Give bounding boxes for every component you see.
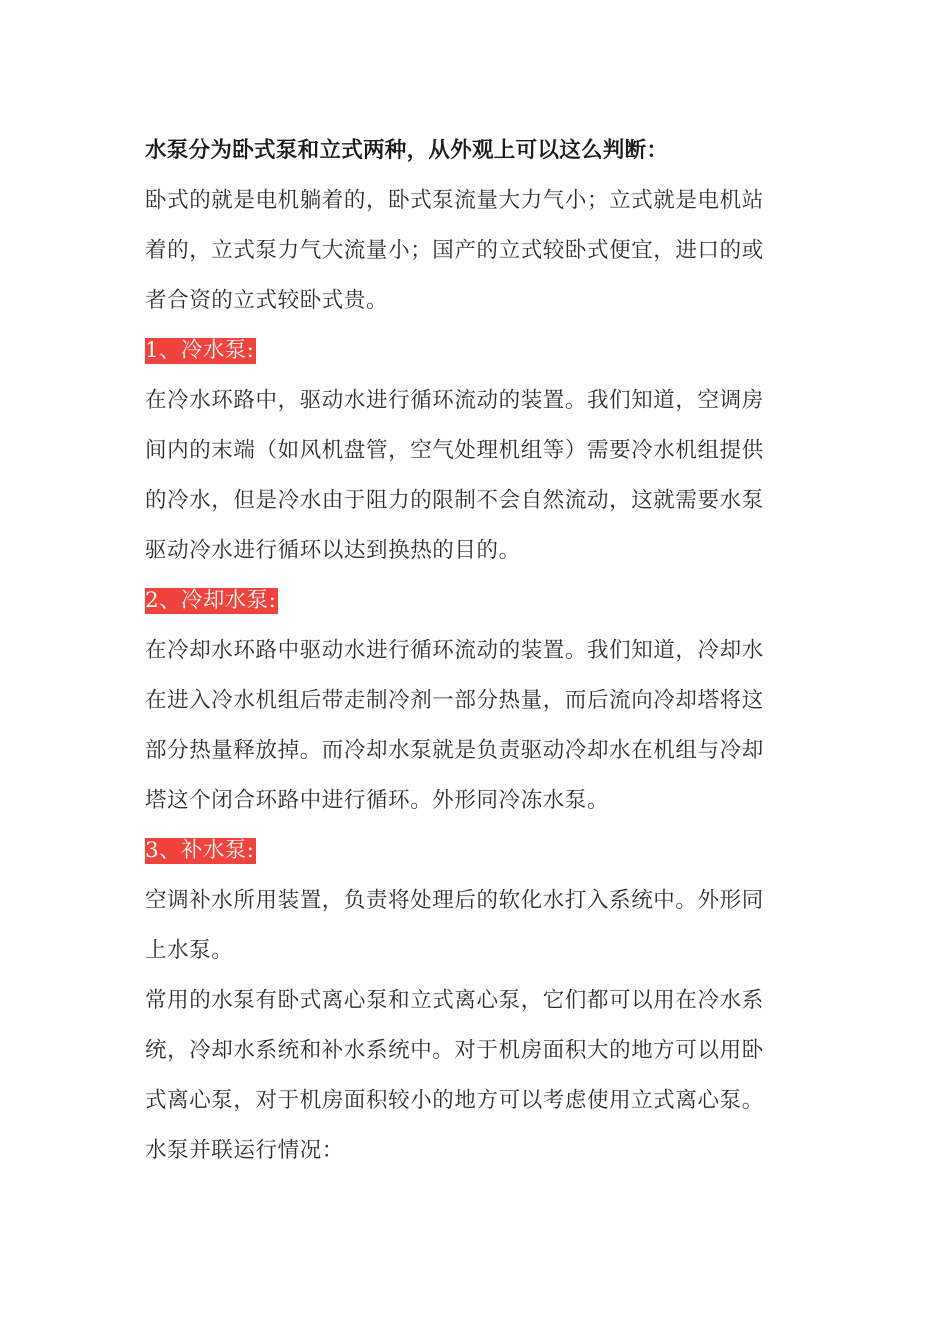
intro-line-3: 者合资的立式较卧式贵。 <box>145 288 389 313</box>
section-2-line-2: 在进入冷水机组后带走制冷剂一部分热量，而后流向冷却塔将这 <box>145 688 764 713</box>
closing-line-3: 式离心泵，对于机房面积较小的地方可以考虑使用立式离心泵。 <box>145 1088 764 1113</box>
closing-line-4: 水泵并联运行情况： <box>145 1138 344 1163</box>
section-1-line-3: 的冷水，但是冷水由于阻力的限制不会自然流动，这就需要水泵 <box>145 488 764 513</box>
section-1-line-2: 间内的末端（如风机盘管，空气处理机组等）需要冷水机组提供 <box>145 438 764 463</box>
closing-line-1: 常用的水泵有卧式离心泵和立式离心泵，它们都可以用在冷水系 <box>145 988 764 1013</box>
document-body <box>145 126 795 1176</box>
section-1-line-1: 在冷水环路中，驱动水进行循环流动的装置。我们知道，空调房 <box>145 388 764 413</box>
section-1-heading: 1、冷水泵: <box>145 338 255 363</box>
intro-line-1: 卧式的就是电机躺着的，卧式泵流量大力气小；立式就是电机站 <box>145 188 764 213</box>
intro-line-2: 着的，立式泵力气大流量小；国产的立式较卧式便宜，进口的或 <box>145 238 764 263</box>
section-1-heading-row <box>145 326 795 376</box>
section-3-line-1: 空调补水所用装置，负责将处理后的软化水打入系统中。外形同 <box>145 888 764 913</box>
section-2-line-3: 部分热量释放掉。而冷却水泵就是负责驱动冷却水在机组与冷却 <box>145 738 764 763</box>
section-2-line-1: 在冷却水环路中驱动水进行循环流动的装置。我们知道，冷却水 <box>145 638 764 663</box>
section-2-line-4: 塔这个闭合环路中进行循环。外形同冷冻水泵。 <box>145 788 610 813</box>
section-1-line-4: 驱动冷水进行循环以达到换热的目的。 <box>145 538 521 563</box>
section-2-heading: 2、冷却水泵: <box>145 588 277 613</box>
intro-title: 水泵分为卧式泵和立式两种，从外观上可以这么判断： <box>145 138 669 163</box>
closing-line-2: 统，冷却水系统和补水系统中。对于机房面积大的地方可以用卧 <box>145 1038 764 1063</box>
section-3-line-2: 上水泵。 <box>145 938 234 963</box>
section-2-heading-row <box>145 576 795 626</box>
section-3-heading: 3、补水泵: <box>145 838 255 863</box>
section-3-heading-row <box>145 826 795 876</box>
